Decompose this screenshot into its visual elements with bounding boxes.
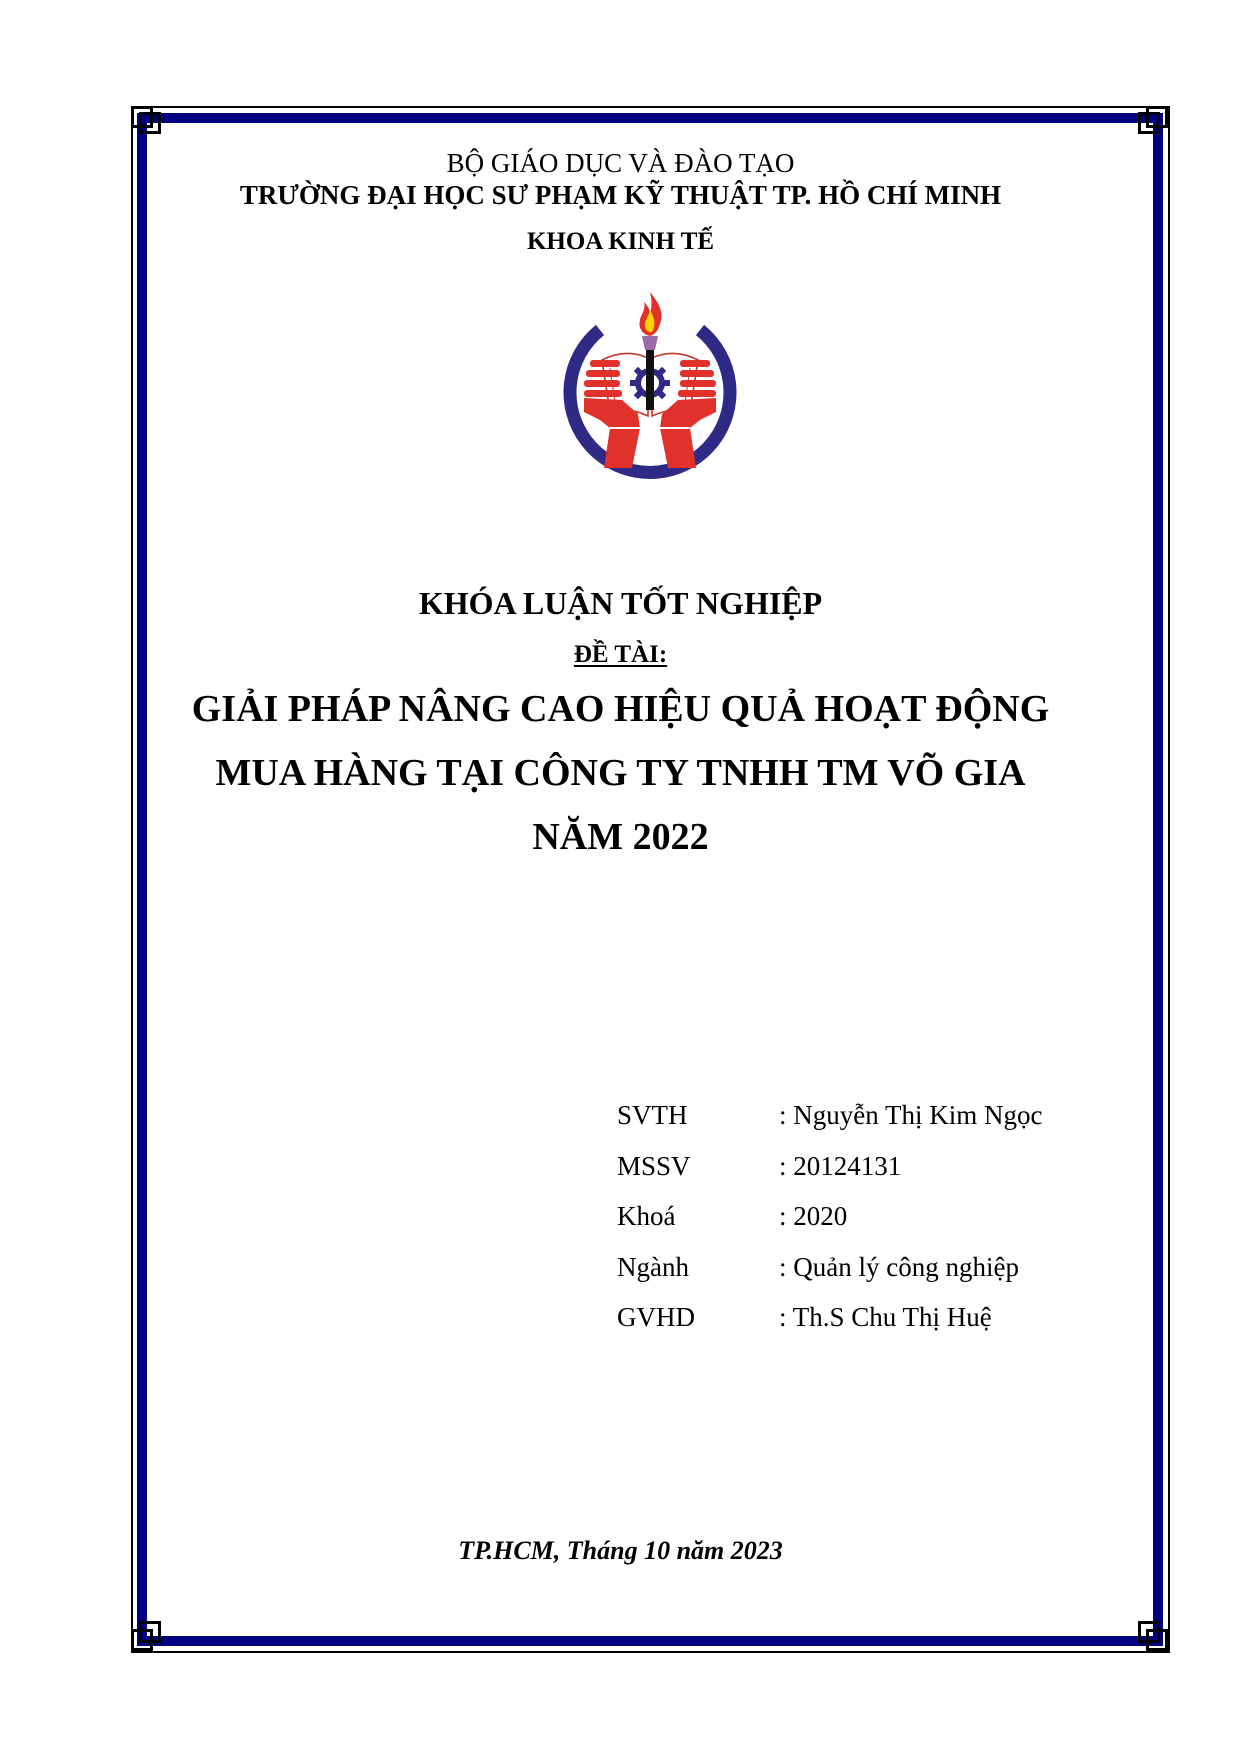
university-emblem-icon (560, 288, 740, 483)
thesis-title-line-2: MUA HÀNG TẠI CÔNG TY TNHH TM VÕ GIA (215, 752, 1026, 794)
ministry-name: BỘ GIÁO DỤC VÀ ĐÀO TẠO (446, 148, 795, 178)
thesis-title-line-3: NĂM 2022 (532, 816, 709, 858)
info-value: : Th.S Chu Thị Huệ (779, 1302, 992, 1332)
info-value: : Quản lý công nghiệp (779, 1251, 1019, 1282)
faculty-name: KHOA KINH TẾ (526, 228, 715, 255)
thesis-type: KHÓA LUẬN TỐT NGHIỆP (418, 585, 823, 621)
info-label: Khoá (617, 1201, 676, 1231)
university-name: TRƯỜNG ĐẠI HỌC SƯ PHẠM KỸ THUẬT TP. HỒ CHÍ MINH (239, 180, 1002, 210)
info-label: Ngành (617, 1251, 689, 1282)
corner-ornament-top-left-b (139, 112, 161, 134)
info-value: : Nguyễn Thị Kim Ngọc (779, 1100, 1043, 1130)
corner-ornament-bottom-right-b (1138, 1621, 1160, 1643)
corner-ornament-bottom-left-b (139, 1621, 161, 1643)
info-value: : 20124131 (779, 1150, 902, 1181)
info-label: SVTH (617, 1100, 688, 1130)
info-value: : 2020 (779, 1201, 848, 1231)
topic-label (0, 641, 1241, 669)
topic-label-text: ĐỀ TÀI: (573, 641, 668, 668)
info-label: GVHD (617, 1302, 695, 1332)
info-label: MSSV (617, 1150, 691, 1181)
thesis-title-line-1: GIẢI PHÁP NÂNG CAO HIỆU QUẢ HOẠT ĐỘNG (191, 688, 1050, 730)
place-and-date: TP.HCM, Tháng 10 năm 2023 (458, 1536, 783, 1565)
corner-ornament-top-right-b (1138, 112, 1160, 134)
